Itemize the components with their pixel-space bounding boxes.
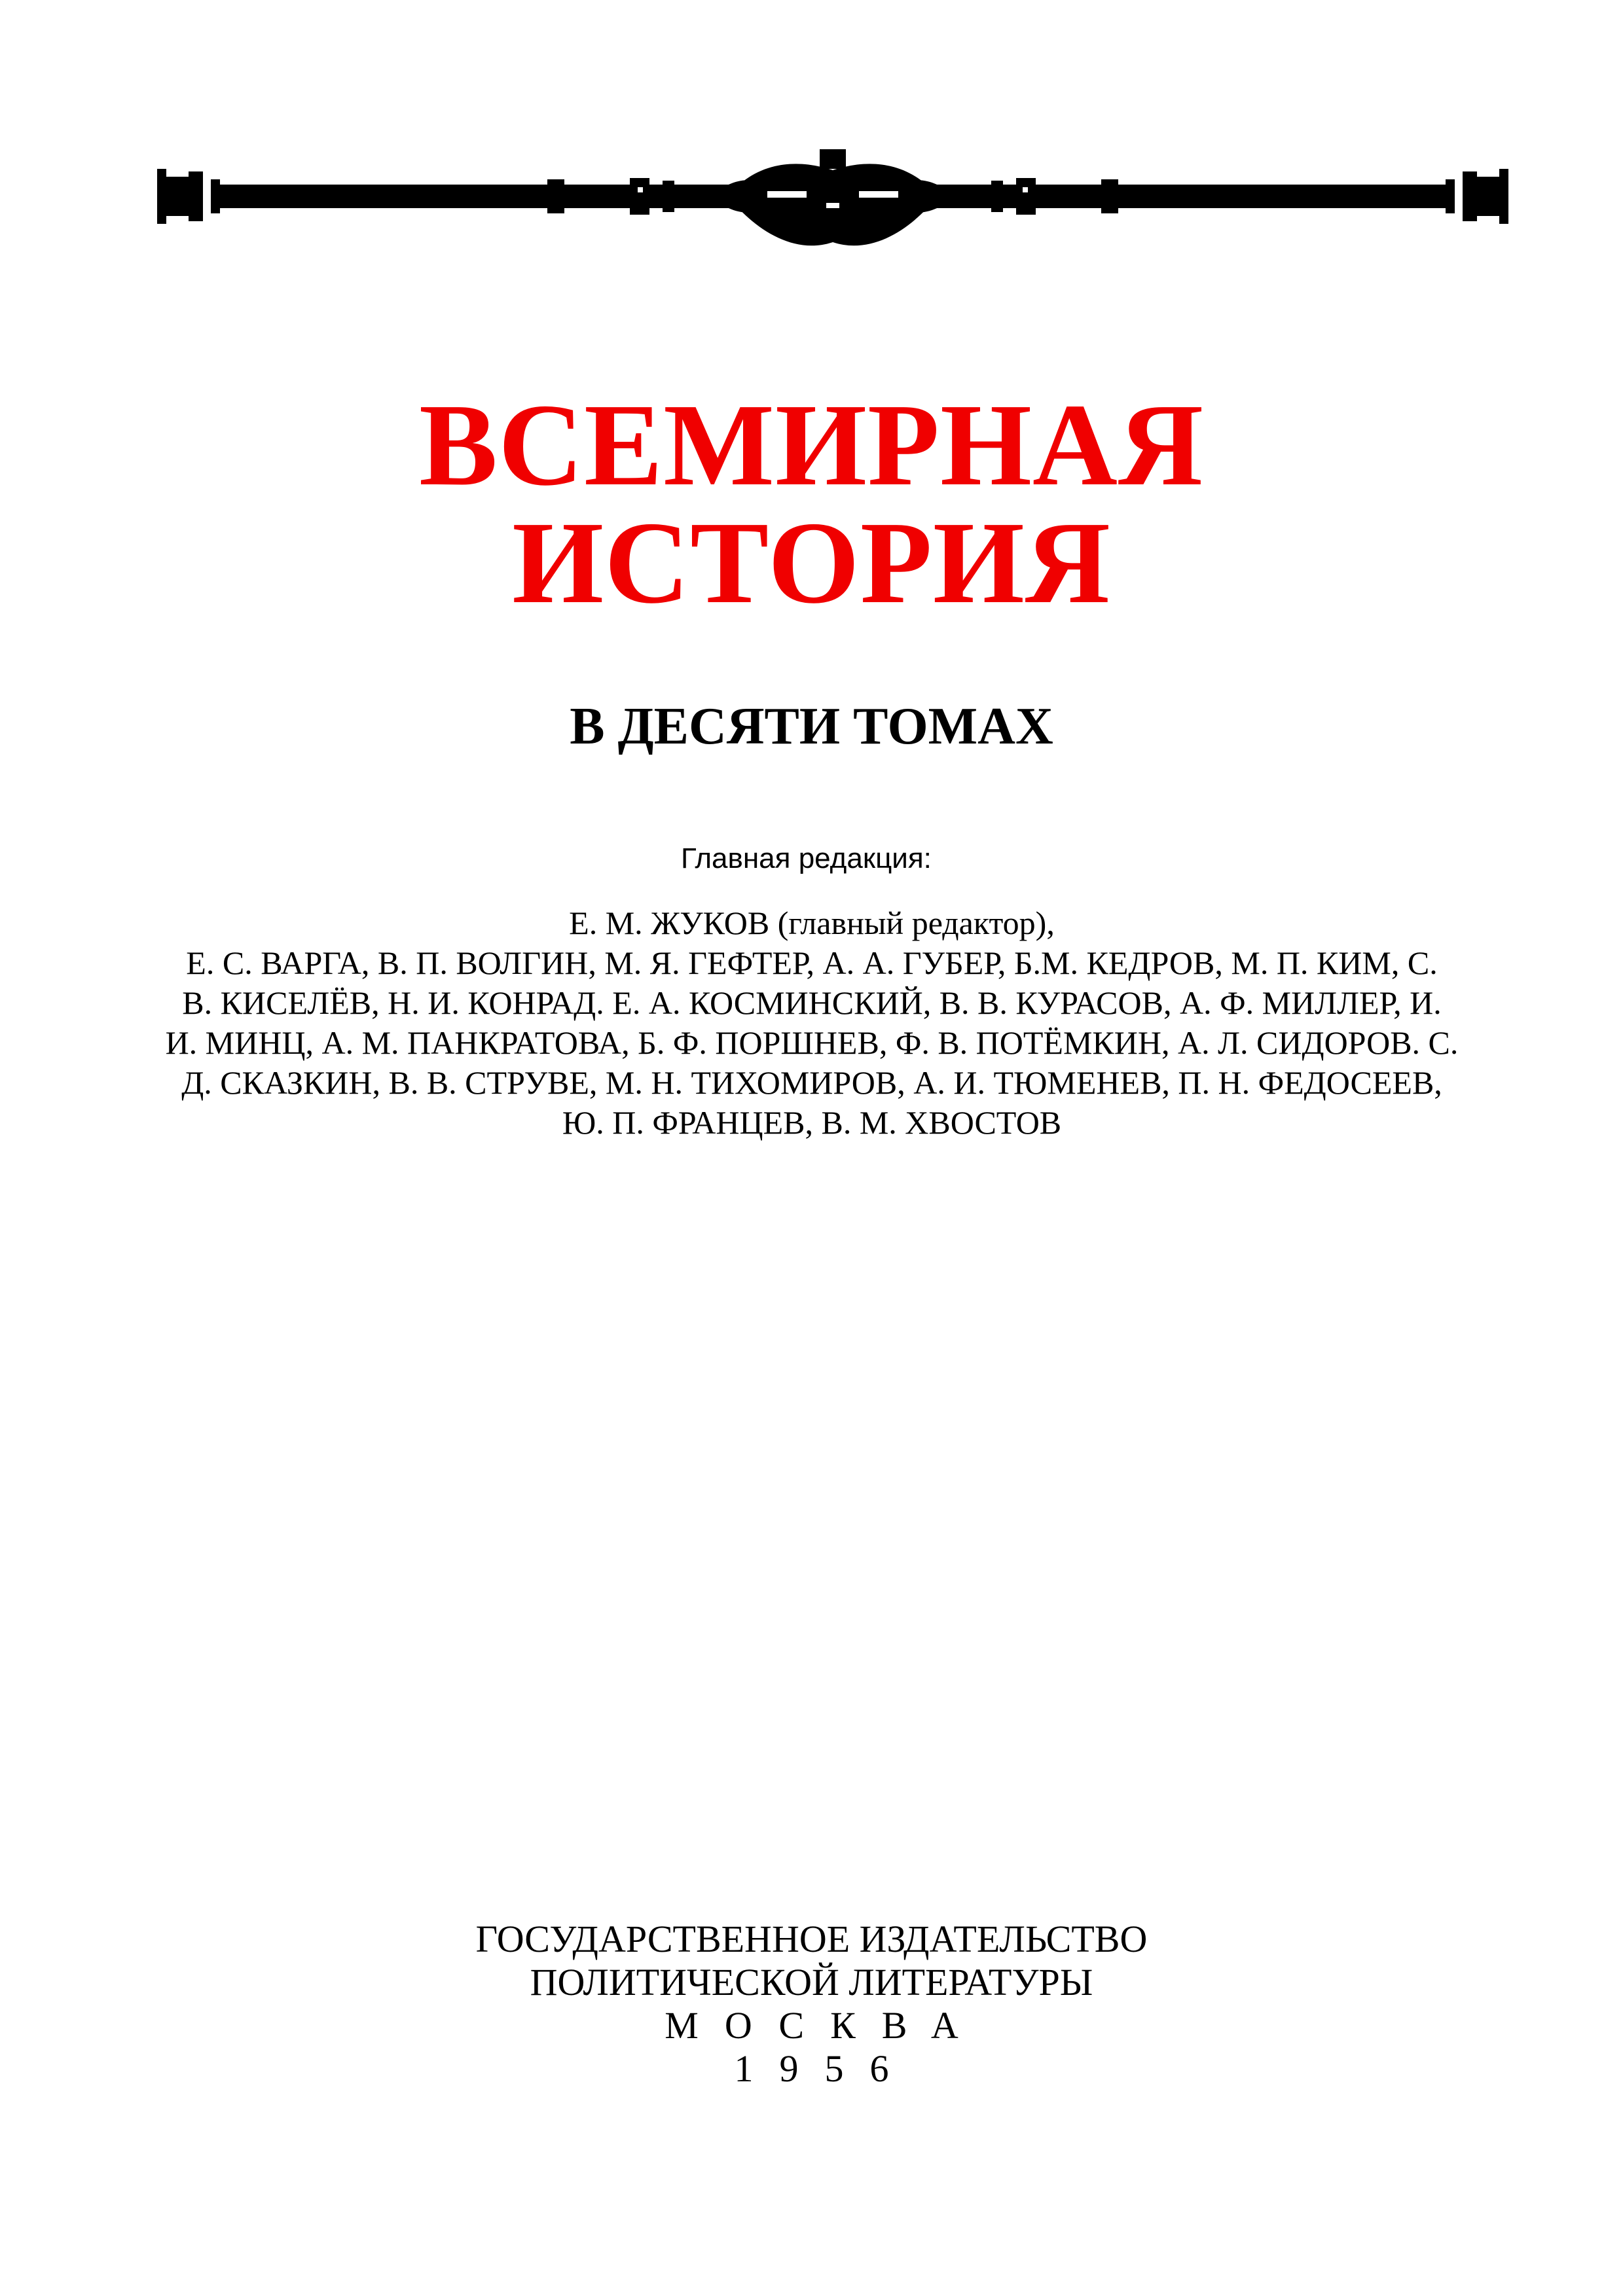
publisher-block bbox=[0, 1918, 1623, 2090]
main-title-line-1: ВСЕМИРНАЯ bbox=[419, 380, 1204, 510]
subtitle: В ДЕСЯТИ ТОМАХ bbox=[570, 698, 1053, 755]
editor-line: Д. СКАЗКИН, В. В. СТРУВЕ, М. Н. ТИХОМИРОВ, А. И. ТЮМЕНЕВ, П. Н. ФЕДОСЕЕВ, bbox=[181, 1064, 1442, 1101]
editor-line: Ю. П. ФРАНЦЕВ, В. М. ХВОСТОВ bbox=[562, 1104, 1062, 1141]
publication-year: 1956 bbox=[734, 2047, 915, 2090]
editorial-board-heading: Главная редакция: bbox=[681, 842, 932, 874]
publisher-name-line-1: ГОСУДАРСТВЕННОЕ ИЗДАТЕЛЬСТВО bbox=[475, 1918, 1148, 1960]
decorative-rule-icon bbox=[152, 131, 1514, 262]
main-title-line-2: ИСТОРИЯ bbox=[512, 497, 1111, 628]
editorial-board-list bbox=[164, 903, 1460, 1143]
editor-line: И. МИНЦ, А. М. ПАНКРАТОВА, Б. Ф. ПОРШНЕВ, Ф. В. ПОТЁМКИН, А. Л. СИДОРОВ. С. bbox=[165, 1024, 1459, 1061]
editor-line: В. КИСЕЛЁВ, Н. И. КОНРАД. Е. А. КОСМИНСКИЙ, В. В. КУРАСОВ, А. Ф. МИЛЛЕР, И. bbox=[182, 984, 1442, 1021]
publisher-name-line-2: ПОЛИТИЧЕСКОЙ ЛИТЕРАТУРЫ bbox=[530, 1961, 1093, 2003]
publisher-city: МОСКВА bbox=[665, 2004, 985, 2047]
editor-line: Е. М. ЖУКОВ (главный редактор), bbox=[569, 905, 1055, 941]
editor-line: Е. С. ВАРГА, В. П. ВОЛГИН, М. Я. ГЕФТЕР, А. А. ГУБЕР, Б.М. КЕДРОВ, М. П. КИМ, С. bbox=[186, 944, 1438, 981]
